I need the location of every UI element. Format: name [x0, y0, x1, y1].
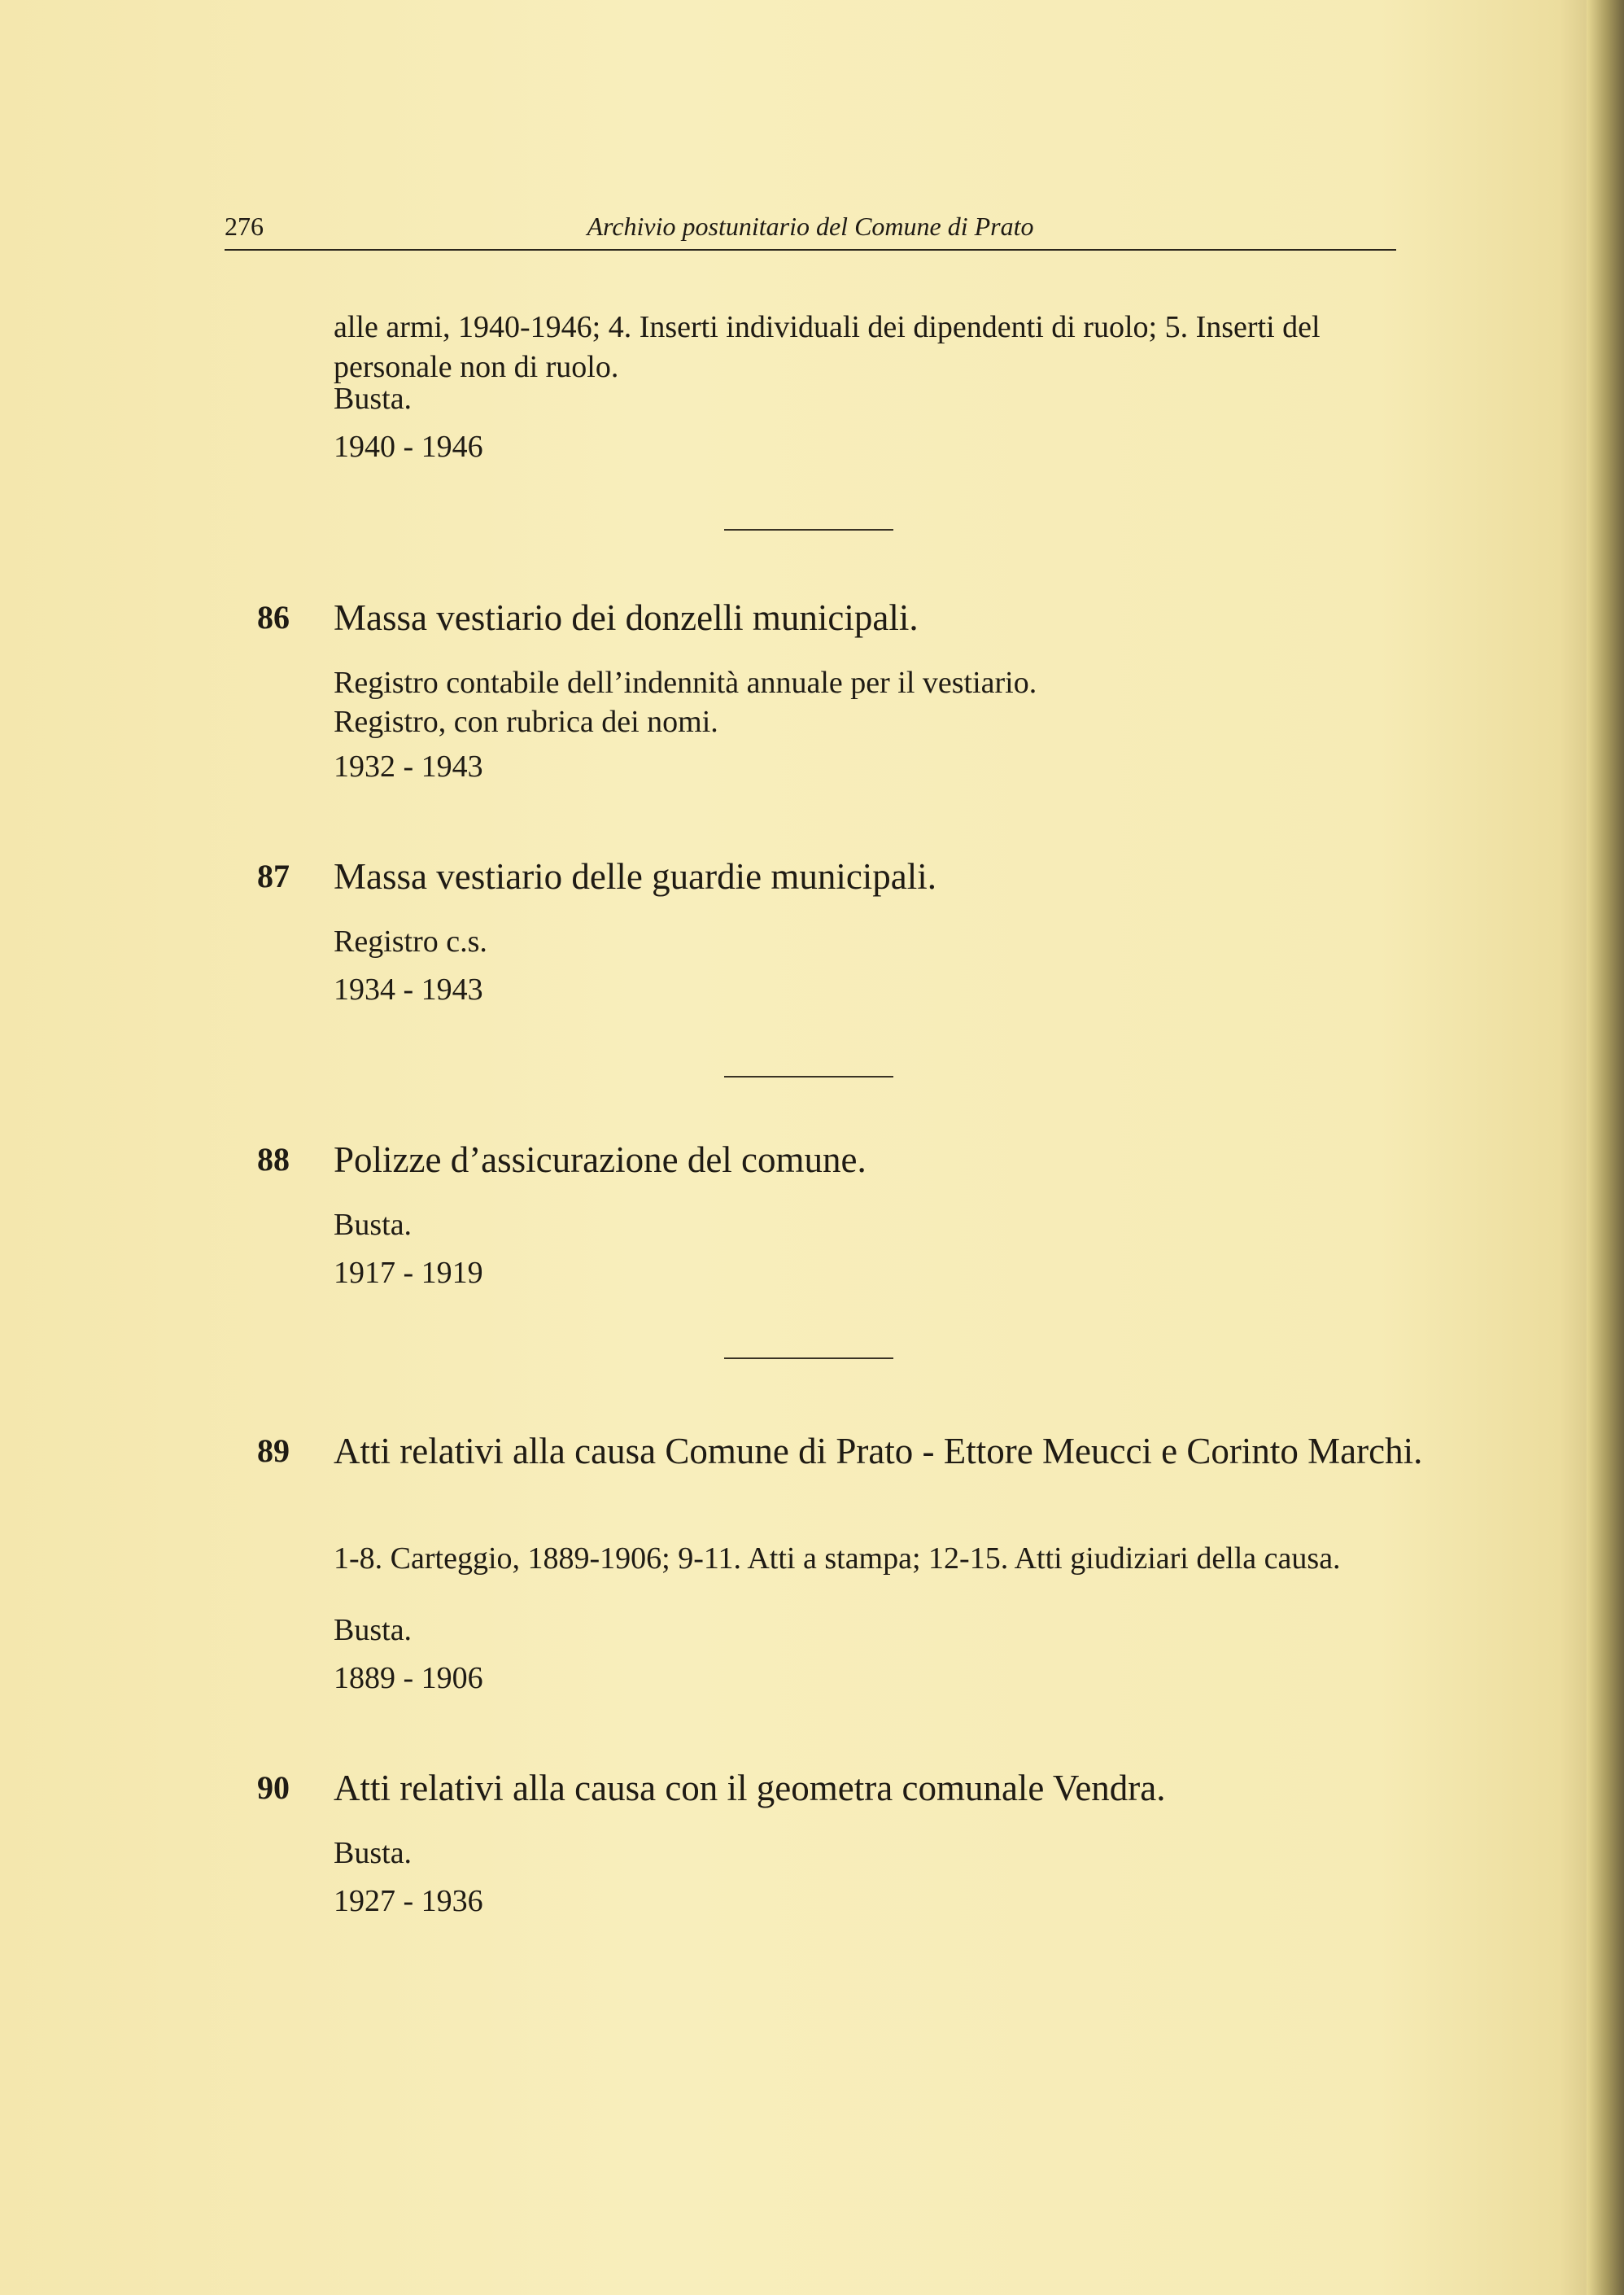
entry-title: Massa vestiario dei donzelli municipali.	[334, 597, 919, 638]
entry-description: 1-8. Carteggio, 1889-1906; 9-11. Atti a stampa; 12-15. Atti giudiziari della causa.	[334, 1541, 1341, 1576]
entry-dates: 1917 - 1919	[334, 1256, 483, 1290]
header-rule	[225, 249, 1396, 251]
entry-number: 90	[257, 1769, 290, 1806]
page-edge-shadow	[1587, 0, 1624, 2295]
continuation-type: Busta.	[334, 382, 413, 416]
page-number: 276	[225, 212, 264, 241]
separator-rule	[724, 529, 893, 531]
entry-dates: 1932 - 1943	[334, 750, 483, 784]
entry-title: Atti relativi alla causa con il geometra comunale Vendra.	[334, 1768, 1166, 1808]
entry-dates: 1927 - 1936	[334, 1884, 483, 1918]
entry-description: Busta.	[334, 1613, 413, 1647]
entry-number: 86	[257, 599, 290, 636]
entry-title: Atti relativi alla causa Comune di Prato - Ettore Meucci e Corinto Marchi.	[334, 1431, 1423, 1471]
separator-rule	[724, 1076, 893, 1078]
entry-dates: 1934 - 1943	[334, 973, 483, 1007]
running-title: Archivio postunitario del Comune di Prato	[587, 212, 1034, 241]
entry-description: Busta.	[334, 1208, 413, 1242]
continuation-description: alle armi, 1940-1946; 4. Inserti individuali dei dipendenti di ruolo; 5. Inserti del personale non di ruolo.	[334, 310, 1321, 385]
entry-number: 87	[257, 858, 290, 894]
separator-rule	[724, 1357, 893, 1359]
entry-description: Registro contabile dell’indennità annuale per il vestiario.	[334, 666, 1037, 700]
entry-title: Massa vestiario delle guardie municipali.	[334, 856, 937, 897]
entry-dates: 1889 - 1906	[334, 1661, 483, 1695]
page-header	[225, 212, 1396, 252]
entry-description: Registro, con rubrica dei nomi.	[334, 705, 718, 739]
entry-description: Registro c.s.	[334, 925, 487, 959]
entry-description: Busta.	[334, 1836, 413, 1870]
continuation-dates: 1940 - 1946	[334, 430, 483, 464]
entry-number: 89	[257, 1432, 290, 1469]
entry-number: 88	[257, 1141, 290, 1178]
entry-title: Polizze d’assicurazione del comune.	[334, 1139, 867, 1180]
